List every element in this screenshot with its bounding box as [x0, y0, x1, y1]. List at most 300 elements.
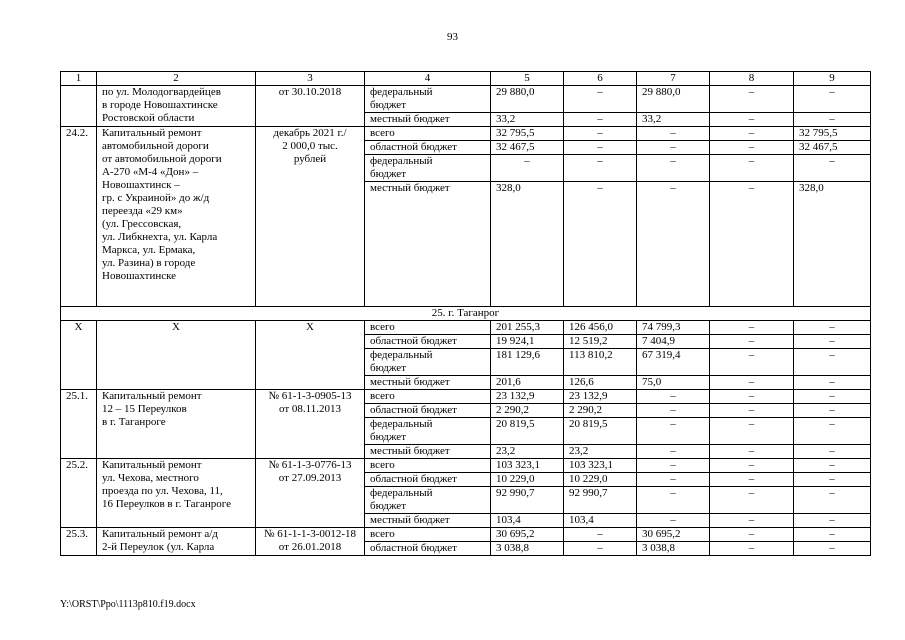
object-text: Капитальный ремонт [102, 459, 202, 471]
document-cell [256, 127, 365, 307]
value: 30 695,2 [642, 528, 681, 540]
value-cell [637, 473, 710, 487]
value: – [748, 514, 755, 526]
value-cell [794, 418, 871, 445]
row-number: 24.2. [66, 127, 88, 139]
value-cell [710, 418, 794, 445]
value-cell [637, 376, 710, 390]
value: – [670, 445, 676, 457]
funding-source: всего [370, 127, 395, 139]
funding-source-cell [365, 127, 491, 141]
value: – [748, 445, 755, 457]
value: 32 795,5 [496, 127, 535, 139]
value-cell [710, 542, 794, 556]
value: – [829, 459, 835, 471]
value: 92 990,7 [569, 487, 608, 499]
value-cell [491, 141, 564, 155]
value: 126 456,0 [569, 321, 613, 333]
object-cell [97, 390, 256, 459]
table-row [61, 528, 871, 542]
funding-source-cell [365, 141, 491, 155]
value: 19 924,1 [496, 335, 535, 347]
funding-source-cell [365, 113, 491, 127]
value: 126,6 [569, 376, 594, 388]
value-cell [491, 376, 564, 390]
document-text: рублей [293, 153, 327, 165]
funding-source: федеральный [370, 86, 433, 98]
value: – [670, 459, 676, 471]
value: – [829, 321, 835, 333]
value: – [597, 86, 603, 98]
value-cell [794, 487, 871, 514]
object-text: X [172, 321, 180, 333]
value: – [829, 487, 835, 499]
document-cell [256, 86, 365, 127]
value: 30 695,2 [496, 528, 535, 540]
table-row [61, 459, 871, 473]
value: – [748, 418, 755, 430]
object-text: Капитальный ремонт [102, 127, 202, 139]
row-number-cell [61, 127, 97, 307]
column-number: 5 [491, 72, 564, 86]
value: 328,0 [799, 182, 824, 194]
value-cell [491, 86, 564, 113]
value-cell [794, 127, 871, 141]
funding-source: всего [370, 321, 395, 333]
value-cell [491, 445, 564, 459]
object-cell [97, 528, 256, 556]
value-cell [491, 473, 564, 487]
value-cell [710, 528, 794, 542]
value-cell [491, 528, 564, 542]
object-text: переезда «29 км» [102, 205, 183, 217]
value-cell [794, 528, 871, 542]
value-cell [564, 404, 637, 418]
column-number: 9 [794, 72, 871, 86]
funding-source: бюджет [370, 500, 406, 512]
value: 181 129,6 [496, 349, 540, 361]
value: – [829, 335, 835, 347]
funding-source-cell [365, 514, 491, 528]
value-cell [794, 390, 871, 404]
value-cell [637, 404, 710, 418]
value-cell [564, 528, 637, 542]
value: – [748, 487, 755, 499]
object-text: Капитальный ремонт [102, 390, 202, 402]
section-title: 25. г. Таганрог [61, 307, 871, 321]
value: 10 229,0 [569, 473, 608, 485]
value-cell [564, 349, 637, 376]
value-cell [637, 113, 710, 127]
value-cell [710, 321, 794, 335]
value: – [524, 155, 530, 167]
value: 29 880,0 [642, 86, 681, 98]
value: – [748, 376, 755, 388]
value-cell [710, 86, 794, 113]
row-number-cell [61, 390, 97, 459]
funding-source: бюджет [370, 168, 406, 180]
value: – [829, 528, 835, 540]
value: – [748, 182, 755, 194]
value: 328,0 [496, 182, 521, 194]
value: – [748, 86, 755, 98]
value-cell [491, 459, 564, 473]
document-text: 2 000,0 тыс. [282, 140, 338, 152]
funding-source: местный бюджет [370, 376, 450, 388]
value-cell [794, 514, 871, 528]
row-number-cell [61, 321, 97, 390]
funding-source: всего [370, 390, 395, 402]
value: – [748, 528, 755, 540]
value: – [829, 376, 835, 388]
value: – [670, 182, 676, 194]
value-cell [794, 141, 871, 155]
value-cell [564, 127, 637, 141]
value-cell [491, 349, 564, 376]
value-cell [637, 86, 710, 113]
value-cell [564, 155, 637, 182]
value-cell [564, 459, 637, 473]
value: 7 404,9 [642, 335, 675, 347]
column-number: 7 [637, 72, 710, 86]
funding-source: областной бюджет [370, 141, 457, 153]
column-number: 8 [710, 72, 794, 86]
value-cell [710, 335, 794, 349]
value-cell [564, 542, 637, 556]
object-text: в г. Таганроге [102, 416, 166, 428]
funding-source: местный бюджет [370, 514, 450, 526]
document-text: № 61-1-3-0905-13 [268, 390, 352, 402]
value: 33,2 [642, 113, 662, 125]
value: – [829, 155, 835, 167]
value-cell [794, 473, 871, 487]
column-number: 6 [564, 72, 637, 86]
value: – [597, 127, 603, 139]
value: – [597, 528, 603, 540]
document-cell [256, 528, 365, 556]
document-text: от 27.09.2013 [278, 472, 342, 484]
value: 20 819,5 [569, 418, 608, 430]
value: – [748, 141, 755, 153]
funding-source-cell [365, 390, 491, 404]
object-text: от автомобильной дороги [102, 153, 222, 165]
object-text: Новошахтинск – [102, 179, 180, 191]
funding-source: федеральный [370, 155, 433, 167]
document-text: X [306, 321, 314, 333]
object-text: ул. Либкнехта, ул. Карла [102, 231, 218, 243]
value-cell [710, 487, 794, 514]
value: – [748, 321, 755, 333]
value: 75,0 [642, 376, 662, 388]
value: – [748, 155, 755, 167]
funding-source: федеральный [370, 418, 433, 430]
value-cell [794, 349, 871, 376]
value-cell [491, 321, 564, 335]
value: 103 323,1 [569, 459, 613, 471]
value-cell [637, 349, 710, 376]
funding-source-cell [365, 404, 491, 418]
value-cell [710, 127, 794, 141]
value-cell [794, 445, 871, 459]
value: – [829, 404, 835, 416]
value-cell [637, 459, 710, 473]
object-text: Новошахтинске [102, 270, 177, 282]
value-cell [710, 182, 794, 307]
value-cell [710, 113, 794, 127]
funding-source: областной бюджет [370, 335, 457, 347]
value: – [597, 182, 603, 194]
value-cell [794, 376, 871, 390]
value: 2 290,2 [496, 404, 529, 416]
document-text: от 30.10.2018 [278, 86, 342, 98]
value-cell [794, 86, 871, 113]
value-cell [491, 155, 564, 182]
value-cell [564, 321, 637, 335]
value-cell [637, 445, 710, 459]
value-cell [794, 459, 871, 473]
row-number: 25.2. [66, 459, 88, 471]
object-text: в городе Новошахтинске [102, 99, 218, 111]
value: 2 290,2 [569, 404, 602, 416]
funding-source: местный бюджет [370, 113, 450, 125]
funding-source: бюджет [370, 431, 406, 443]
value: – [748, 335, 755, 347]
value-cell [491, 418, 564, 445]
value-cell [794, 542, 871, 556]
funding-source: всего [370, 459, 395, 471]
value: 32 467,5 [496, 141, 535, 153]
value: – [670, 418, 676, 430]
value: – [670, 404, 676, 416]
value: – [748, 404, 755, 416]
value: 103,4 [496, 514, 521, 526]
value: – [748, 473, 755, 485]
value: 3 038,8 [642, 542, 675, 554]
object-text: Маркса, ул. Ермака, [102, 244, 196, 256]
value-cell [710, 155, 794, 182]
funding-source: областной бюджет [370, 404, 457, 416]
funding-source-cell [365, 473, 491, 487]
value: 67 319,4 [642, 349, 681, 361]
value-cell [637, 335, 710, 349]
row-number: X [74, 321, 83, 333]
document-cell [256, 459, 365, 528]
funding-source-cell [365, 349, 491, 376]
value-cell [491, 113, 564, 127]
value-cell [710, 459, 794, 473]
value: – [829, 418, 835, 430]
value: – [670, 487, 676, 499]
object-cell [97, 86, 256, 127]
value-cell [794, 335, 871, 349]
funding-source: местный бюджет [370, 445, 450, 457]
funding-source: федеральный [370, 487, 433, 499]
funding-source-cell [365, 418, 491, 445]
value: – [670, 127, 676, 139]
funding-source-cell [365, 528, 491, 542]
value: – [670, 155, 676, 167]
value-cell [637, 155, 710, 182]
value-cell [637, 127, 710, 141]
document-text: от 26.01.2018 [278, 541, 342, 553]
row-number-cell [61, 459, 97, 528]
column-number: 3 [256, 72, 365, 86]
value: – [748, 127, 755, 139]
value-cell [637, 542, 710, 556]
row-number-cell [61, 528, 97, 556]
value: – [748, 542, 755, 554]
value: – [597, 155, 603, 167]
value-cell [491, 542, 564, 556]
value-cell [491, 127, 564, 141]
value-cell [710, 349, 794, 376]
table-row [61, 86, 871, 113]
value-cell [491, 390, 564, 404]
value-cell [564, 514, 637, 528]
value-cell [794, 155, 871, 182]
value: – [597, 542, 603, 554]
value-cell [564, 376, 637, 390]
document-text: № 61-1-1-3-0012-18 [263, 528, 357, 540]
value: – [829, 542, 835, 554]
value-cell [637, 321, 710, 335]
value: 32 795,5 [799, 127, 838, 139]
value-cell [637, 390, 710, 404]
footer-file-path: Y:\ORST\Ppo\1113p810.f19.docx [60, 599, 196, 610]
object-text: Капитальный ремонт а/д [102, 528, 218, 540]
funding-source-cell [365, 182, 491, 307]
document-text: № 61-1-3-0776-13 [268, 459, 352, 471]
column-number: 4 [365, 72, 491, 86]
value-cell [491, 487, 564, 514]
object-cell [97, 459, 256, 528]
object-text: 2-й Переулок (ул. Карла [102, 541, 215, 553]
value: – [597, 113, 603, 125]
value-cell [637, 182, 710, 307]
value-cell [637, 514, 710, 528]
object-text: А-270 «М-4 «Дон» – [102, 166, 199, 178]
value-cell [794, 113, 871, 127]
value-cell [710, 404, 794, 418]
value: – [829, 349, 835, 361]
value: – [670, 390, 676, 402]
funding-source-cell [365, 321, 491, 335]
funding-source-cell [365, 542, 491, 556]
value: – [829, 473, 835, 485]
value-cell [710, 473, 794, 487]
object-text: ул. Разина) в городе [102, 257, 196, 269]
table-row [61, 127, 871, 141]
value-cell [564, 141, 637, 155]
value: 20 819,5 [496, 418, 535, 430]
funding-source: областной бюджет [370, 542, 457, 554]
value-cell [637, 487, 710, 514]
value-cell [794, 321, 871, 335]
funding-source-cell [365, 376, 491, 390]
value-cell [564, 86, 637, 113]
value: 74 799,3 [642, 321, 681, 333]
value: – [748, 113, 755, 125]
funding-source: бюджет [370, 362, 406, 374]
value: – [670, 514, 676, 526]
value-cell [710, 445, 794, 459]
row-number: 25.1. [66, 390, 88, 402]
value: 92 990,7 [496, 487, 535, 499]
value: – [670, 141, 676, 153]
value-cell [710, 390, 794, 404]
document-text: декабрь 2021 г./ [273, 127, 347, 139]
value-cell [794, 182, 871, 307]
document-cell [256, 321, 365, 390]
table-row [61, 390, 871, 404]
object-text: 12 – 15 Переулков [102, 403, 187, 415]
value-cell [794, 404, 871, 418]
funding-source-cell [365, 487, 491, 514]
object-text: проезда по ул. Чехова, 11, [102, 485, 223, 497]
funding-source-cell [365, 155, 491, 182]
value: – [829, 390, 835, 402]
table-row [61, 321, 871, 335]
value-cell [710, 376, 794, 390]
value: – [597, 141, 603, 153]
object-text: 16 Переулков в г. Таганроге [102, 498, 231, 510]
object-text: по ул. Молодогвардейцев [102, 86, 221, 98]
funding-source-cell [365, 86, 491, 113]
value-cell [491, 182, 564, 307]
value: – [829, 445, 835, 457]
value: 33,2 [496, 113, 516, 125]
value: 32 467,5 [799, 141, 838, 153]
document-text: от 08.11.2013 [278, 403, 341, 415]
funding-source: всего [370, 528, 395, 540]
value-cell [564, 113, 637, 127]
value-cell [491, 514, 564, 528]
column-number: 1 [61, 72, 97, 86]
value: 103 323,1 [496, 459, 540, 471]
row-number: 25.3. [66, 528, 88, 540]
value: 10 229,0 [496, 473, 535, 485]
value: 23 132,9 [569, 390, 608, 402]
value: 103,4 [569, 514, 594, 526]
value-cell [710, 514, 794, 528]
value: – [829, 113, 835, 125]
value-cell [564, 473, 637, 487]
value-cell [637, 141, 710, 155]
value: 23,2 [569, 445, 589, 457]
value: – [748, 459, 755, 471]
column-number: 2 [97, 72, 256, 86]
value-cell [564, 418, 637, 445]
object-text: гр. с Украиной» до ж/д [102, 192, 210, 204]
funding-source: областной бюджет [370, 473, 457, 485]
row-number-cell [61, 86, 97, 127]
value: 201 255,3 [496, 321, 540, 333]
value: – [748, 390, 755, 402]
value: – [670, 473, 676, 485]
table-body [61, 72, 871, 556]
value-cell [491, 404, 564, 418]
value-cell [637, 418, 710, 445]
document-cell [256, 390, 365, 459]
value-cell [564, 390, 637, 404]
value: – [829, 514, 835, 526]
value: 201,6 [496, 376, 521, 388]
value: – [829, 86, 835, 98]
object-cell [97, 127, 256, 307]
funding-source-cell [365, 445, 491, 459]
page-number: 93 [447, 31, 458, 43]
object-text: автомобильной дороги [102, 140, 209, 152]
